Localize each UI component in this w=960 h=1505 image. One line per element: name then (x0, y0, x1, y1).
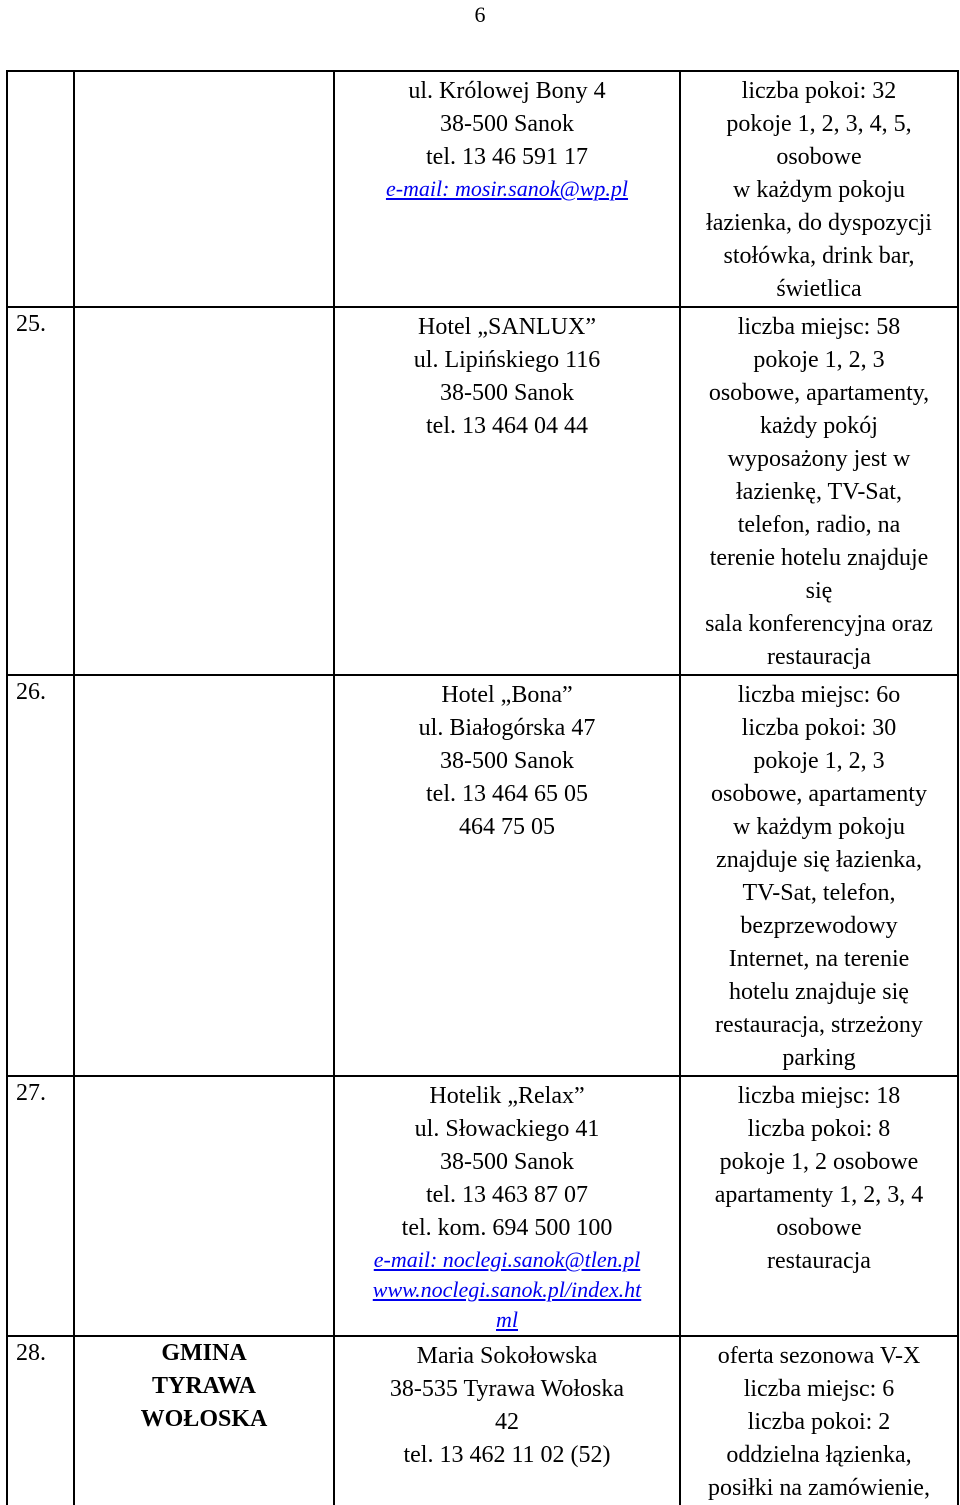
address-line: 38-500 Sanok (440, 111, 574, 137)
address-line: ul. Królowej Bony 4 (408, 78, 606, 104)
gmina-cell (74, 71, 334, 307)
description-line: oferta sezonowa V-X (717, 1343, 921, 1369)
accommodation-table (6, 70, 959, 1505)
gmina-cell (74, 675, 334, 1076)
row-number-cell (7, 675, 74, 1076)
row-number: 25. (16, 311, 46, 337)
description-line: bezprzewodowy (740, 913, 898, 939)
address-line: tel. 13 464 04 44 (426, 413, 588, 439)
description-line: sala konferencyjna oraz (705, 611, 933, 637)
description-line: liczba pokoi: 8 (747, 1116, 891, 1142)
description-line: liczba miejsc: 6 (743, 1376, 895, 1402)
description-line: TV-Sat, telefon, (742, 880, 896, 906)
contact-link[interactable]: e-mail: mosir.sanok@wp.pl (385, 176, 629, 201)
table-row (7, 71, 958, 307)
description-cell (680, 71, 958, 307)
description-line: osobowe (776, 144, 862, 170)
address-cell (334, 71, 680, 307)
table-row (7, 307, 958, 675)
address-line: ul. Lipińskiego 116 (413, 347, 601, 373)
description-line: znajduje się łazienka, (716, 847, 922, 873)
description-line: się (805, 578, 833, 604)
description-line: wyposażony jest w (727, 446, 911, 472)
row-number: 26. (16, 679, 46, 705)
table-row (7, 1336, 958, 1505)
address-line: 464 75 05 (459, 814, 555, 840)
description-line: w każdym pokoju (733, 177, 905, 203)
table-row (7, 675, 958, 1076)
address-line: tel. 13 464 65 05 (426, 781, 588, 807)
row-number-cell (7, 71, 74, 307)
description-line: restauracja (767, 1248, 871, 1274)
address-line: tel. 13 463 87 07 (426, 1182, 588, 1208)
description-line: pokoje 1, 2, 3 (753, 347, 885, 373)
address-cell (334, 675, 680, 1076)
description-line: stołówka, drink bar, (723, 243, 915, 269)
gmina-name-line: WOŁOSKA (140, 1406, 268, 1432)
address-line: Hotel „Bona” (441, 682, 573, 708)
description-line: łazienka, do dyspozycji (706, 210, 932, 236)
address-line: ul. Białogórska 47 (418, 715, 596, 741)
contact-link[interactable]: www.noclegi.sanok.pl/index.ht (372, 1277, 642, 1302)
contact-link[interactable]: e-mail: noclegi.sanok@tlen.pl (373, 1247, 641, 1272)
table-row (7, 1076, 958, 1336)
address-line: 38-500 Sanok (440, 1149, 574, 1175)
description-line: w każdym pokoju (733, 814, 905, 840)
description-line: osobowe, apartamenty (711, 781, 927, 807)
description-line: osobowe, apartamenty, (708, 380, 930, 406)
description-line: liczba pokoi: 2 (747, 1409, 891, 1435)
description-line: liczba pokoi: 32 (741, 78, 897, 104)
description-line: liczba miejsc: 58 (737, 314, 901, 340)
address-line: 38-500 Sanok (440, 748, 574, 774)
gmina-cell (74, 1336, 334, 1505)
description-line: parking (782, 1045, 856, 1071)
description-line: restauracja (767, 644, 871, 670)
description-line: Internet, na terenie (728, 946, 910, 972)
row-number: 27. (16, 1080, 46, 1106)
address-line: 42 (495, 1409, 519, 1435)
description-line: osobowe (776, 1215, 862, 1241)
address-line: Hotelik „Relax” (429, 1083, 585, 1109)
page-number: 6 (474, 2, 486, 27)
contact-link[interactable]: ml (496, 1307, 518, 1332)
address-line: ul. Słowackiego 41 (414, 1116, 600, 1142)
description-line: apartamenty 1, 2, 3, 4 (714, 1182, 924, 1208)
address-line: tel. 13 46 591 17 (426, 144, 588, 170)
description-line: hotelu znajduje się (729, 979, 909, 1005)
description-cell (680, 1076, 958, 1336)
description-line: pokoje 1, 2, 3 (753, 748, 885, 774)
description-cell (680, 307, 958, 675)
description-line: łazienkę, TV-Sat, (736, 479, 902, 505)
address-line: tel. 13 462 11 02 (52) (403, 1442, 611, 1468)
row-number-cell (7, 307, 74, 675)
description-line: posiłki na zamówienie, (708, 1475, 930, 1501)
description-line: terenie hotelu znajduje (709, 545, 929, 571)
address-line: 38-535 Tyrawa Wołoska (389, 1376, 625, 1402)
gmina-cell (74, 1076, 334, 1336)
row-number-cell (7, 1336, 74, 1505)
description-cell (680, 675, 958, 1076)
description-line: pokoje 1, 2 osobowe (719, 1149, 919, 1175)
description-line: liczba pokoi: 30 (741, 715, 897, 741)
gmina-name-line: GMINA (161, 1340, 247, 1366)
gmina-name-line: TYRAWA (151, 1373, 256, 1399)
address-line: tel. kom. 694 500 100 (401, 1215, 613, 1241)
description-line: pokoje 1, 2, 3, 4, 5, (726, 111, 912, 137)
row-number-cell (7, 1076, 74, 1336)
address-cell (334, 307, 680, 675)
address-line: Hotel „SANLUX” (418, 314, 596, 340)
address-line: 38-500 Sanok (440, 380, 574, 406)
address-line: Maria Sokołowska (416, 1343, 598, 1369)
description-line: telefon, radio, na (737, 512, 901, 538)
description-line: świetlica (776, 276, 862, 302)
description-line: restauracja, strzeżony (715, 1012, 923, 1038)
description-line: oddzielna łązienka, (726, 1442, 912, 1468)
description-line: liczba miejsc: 18 (737, 1083, 901, 1109)
description-cell (680, 1336, 958, 1505)
address-cell (334, 1336, 680, 1505)
description-line: każdy pokój (760, 413, 878, 439)
gmina-cell (74, 307, 334, 675)
description-line: liczba miejsc: 6o (737, 682, 901, 708)
address-cell (334, 1076, 680, 1336)
row-number: 28. (16, 1340, 46, 1366)
